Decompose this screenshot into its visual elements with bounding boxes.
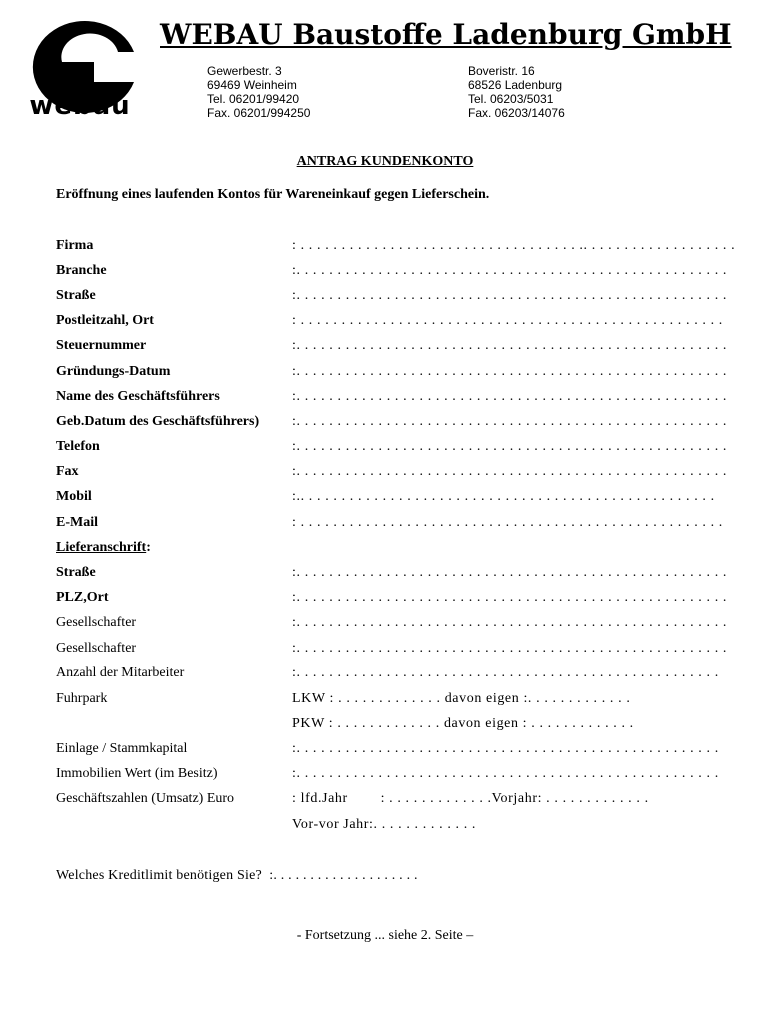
form-row-liefer-strasse	[0, 563, 770, 583]
field-label: Einlage / Stammkapital	[56, 741, 188, 756]
field-label: Gesellschafter	[56, 615, 137, 630]
form-row-email	[0, 513, 770, 533]
form-row-gf-geburtsdatum	[0, 412, 770, 432]
field-blank[interactable]: :. . . . . . . . . . . . . . . . . . . . . . . . . . . . . . . . . . . . . . . . . . . . . . . . . . . . .	[292, 263, 727, 278]
field-label: Straße	[56, 288, 96, 303]
field-blank[interactable]: :. . . . . . . . . . . . . . . . . . . . . . . . . . . . . . . . . . . . . . . . . . . . . . . . . . . . .	[292, 338, 727, 353]
field-label: Straße	[56, 565, 96, 580]
field-label: Gesellschafter	[56, 641, 137, 656]
form-row-stammkapital	[0, 739, 770, 759]
field-blank[interactable]: :. . . . . . . . . . . . . . . . . . . . . . . . . . . . . . . . . . . . . . . . . . . . . . . . . . . .	[292, 665, 719, 680]
field-blank[interactable]: :. . . . . . . . . . . . . . . . . . . . . . . . . . . . . . . . . . . . . . . . . . . . . . . . . . . . .	[292, 414, 727, 429]
form-row-gruendungsdatum	[0, 362, 770, 382]
field-label: Fax	[56, 464, 79, 479]
field-blank[interactable]: :. . . . . . . . . . . . . . . . . . . . . . . . . . . . . . . . . . . . . . . . . . . . . . . . . . . . .	[292, 364, 727, 379]
address-line: Gewerbestr. 3	[207, 64, 282, 78]
field-blank[interactable]: Vor-vor Jahr:. . . . . . . . . . . . .	[292, 817, 477, 832]
address-weinheim	[207, 64, 310, 120]
field-label: Mobil	[56, 489, 92, 504]
address-ladenburg	[468, 64, 565, 120]
field-label: Telefon	[56, 439, 100, 454]
address-line: 69469 Weinheim	[207, 78, 297, 92]
form-row-immobilien	[0, 764, 770, 784]
field-label: Immobilien Wert (im Besitz)	[56, 766, 218, 781]
field-blank[interactable]: : . . . . . . . . . . . . . . . . . . . . . . . . . . . . . . . . . . . . . . . . . . . . . . . . . . . .	[292, 515, 723, 530]
form-row-mitarbeiter	[0, 663, 770, 683]
field-blank[interactable]: :. . . . . . . . . . . . . . . . . . . . . . . . . . . . . . . . . . . . . . . . . . . . . . . . . . . . .	[292, 565, 727, 580]
field-label: Fuhrpark	[56, 691, 108, 706]
address-line: Tel. 06203/5031	[468, 92, 554, 106]
field-label: Geb.Datum des Geschäftsführers)	[56, 414, 260, 429]
form-row-steuernummer	[0, 336, 770, 356]
field-label: Gründungs-Datum	[56, 364, 171, 379]
form-row-umsatz	[0, 789, 770, 809]
field-blank[interactable]: :. . . . . . . . . . . . . . . . . . . . . . . . . . . . . . . . . . . . . . . . . . . . . . . . . . . .	[292, 766, 719, 781]
form-row-strasse	[0, 286, 770, 306]
form-row-gesellschafter-2	[0, 639, 770, 659]
form-row-mobil	[0, 487, 770, 507]
field-label: Geschäftszahlen (Umsatz) Euro	[56, 791, 235, 806]
field-label: Steuernummer	[56, 338, 147, 353]
form-row-umsatz-vorvorjahr	[0, 815, 770, 835]
field-blank[interactable]: :. . . . . . . . . . . . . . . . . . . . . . . . . . . . . . . . . . . . . . . . . . . . . . . . . . . . .	[292, 389, 727, 404]
field-blank[interactable]: :. . . . . . . . . . . . . . . . . . . . . . . . . . . . . . . . . . . . . . . . . . . . . . . . . . . . .	[292, 439, 727, 454]
field-blank[interactable]: :. . . . . . . . . . . . . . . . . . . . . . . . . . . . . . . . . . . . . . . . . . . . . . . . . . . .	[292, 741, 719, 756]
continuation-note: - Fortsetzung ... siehe 2. Seite –	[296, 928, 474, 943]
form-row-branche	[0, 261, 770, 281]
address-line: Fax. 06201/994250	[207, 106, 311, 120]
field-blank[interactable]: : . . . . . . . . . . . . . . . . . . . . . . . . . . . . . . . . . . . . . . . . . . . . . . . . . . . .	[292, 313, 723, 328]
form-row-telefon	[0, 437, 770, 457]
address-line: Tel. 06201/99420	[207, 92, 300, 106]
form-row-fax	[0, 462, 770, 482]
field-blank[interactable]: :. . . . . . . . . . . . . . . . . . . . . . . . . . . . . . . . . . . . . . . . . . . . . . . . . . . . .	[292, 464, 727, 479]
field-blank[interactable]: LKW : . . . . . . . . . . . . . davon eigen :. . . . . . . . . . . . .	[292, 691, 631, 706]
field-blank[interactable]: :. . . . . . . . . . . . . . . . . . . . . . . . . . . . . . . . . . . . . . . . . . . . . . . . . . . . .	[292, 590, 727, 605]
address-line: Boveristr. 16	[468, 64, 535, 78]
field-label: Branche	[56, 263, 107, 278]
field-label: PLZ,Ort	[56, 590, 109, 605]
logo-wordmark: webau	[29, 91, 131, 121]
form-row-gesellschafter-1	[0, 613, 770, 633]
delivery-heading	[56, 538, 151, 558]
credit-limit-question[interactable]: Welches Kreditlimit benötigen Sie? :. . . . . . . . . . . . . . . . . . . .	[56, 868, 418, 883]
form-row-plz-ort	[0, 311, 770, 331]
form-intro: Eröffnung eines laufenden Kontos für Wareneinkauf gegen Lieferschein.	[56, 187, 490, 202]
delivery-heading-colon: :	[146, 540, 151, 555]
field-blank[interactable]: PKW : . . . . . . . . . . . . . davon eigen : . . . . . . . . . . . . .	[292, 716, 634, 731]
form-row-fuhrpark-lkw	[0, 689, 770, 709]
field-label: Anzahl der Mitarbeiter	[56, 665, 185, 680]
address-line: Fax. 06203/14076	[468, 106, 565, 120]
field-label: Firma	[56, 238, 94, 253]
address-line: 68526 Ladenburg	[468, 78, 563, 92]
form-row-geschaeftsfuehrer	[0, 387, 770, 407]
field-label: Name des Geschäftsführers	[56, 389, 220, 404]
field-blank[interactable]: :. . . . . . . . . . . . . . . . . . . . . . . . . . . . . . . . . . . . . . . . . . . . . . . . . . . . .	[292, 641, 727, 656]
field-blank[interactable]: : lfd.Jahr : . . . . . . . . . . . . .Vorjahr: . . . . . . . . . . . . .	[292, 791, 649, 806]
delivery-heading-row	[0, 538, 770, 558]
form-row-fuhrpark-pkw	[0, 714, 770, 734]
field-label: E-Mail	[56, 515, 98, 530]
field-blank[interactable]: :. . . . . . . . . . . . . . . . . . . . . . . . . . . . . . . . . . . . . . . . . . . . . . . . . . . . .	[292, 288, 727, 303]
form-row-firma	[0, 236, 770, 256]
form-row-liefer-plz-ort	[0, 588, 770, 608]
field-label: Postleitzahl, Ort	[56, 313, 154, 328]
field-blank[interactable]: :. . . . . . . . . . . . . . . . . . . . . . . . . . . . . . . . . . . . . . . . . . . . . . . . . . . . .	[292, 615, 727, 630]
company-name: WEBAU Baustoffe Ladenburg GmbH	[160, 18, 732, 51]
field-blank[interactable]: :.. . . . . . . . . . . . . . . . . . . . . . . . . . . . . . . . . . . . . . . . . . . . . . . . . . .	[292, 489, 715, 504]
form-title: ANTRAG KUNDENKONTO	[296, 154, 474, 169]
delivery-heading-text: Lieferanschrift	[56, 540, 147, 555]
field-blank[interactable]: : . . . . . . . . . . . . . . . . . . . . . . . . . . . . . . . . . . .. . . . . . . . . . . . . . . . . . .	[292, 238, 736, 253]
